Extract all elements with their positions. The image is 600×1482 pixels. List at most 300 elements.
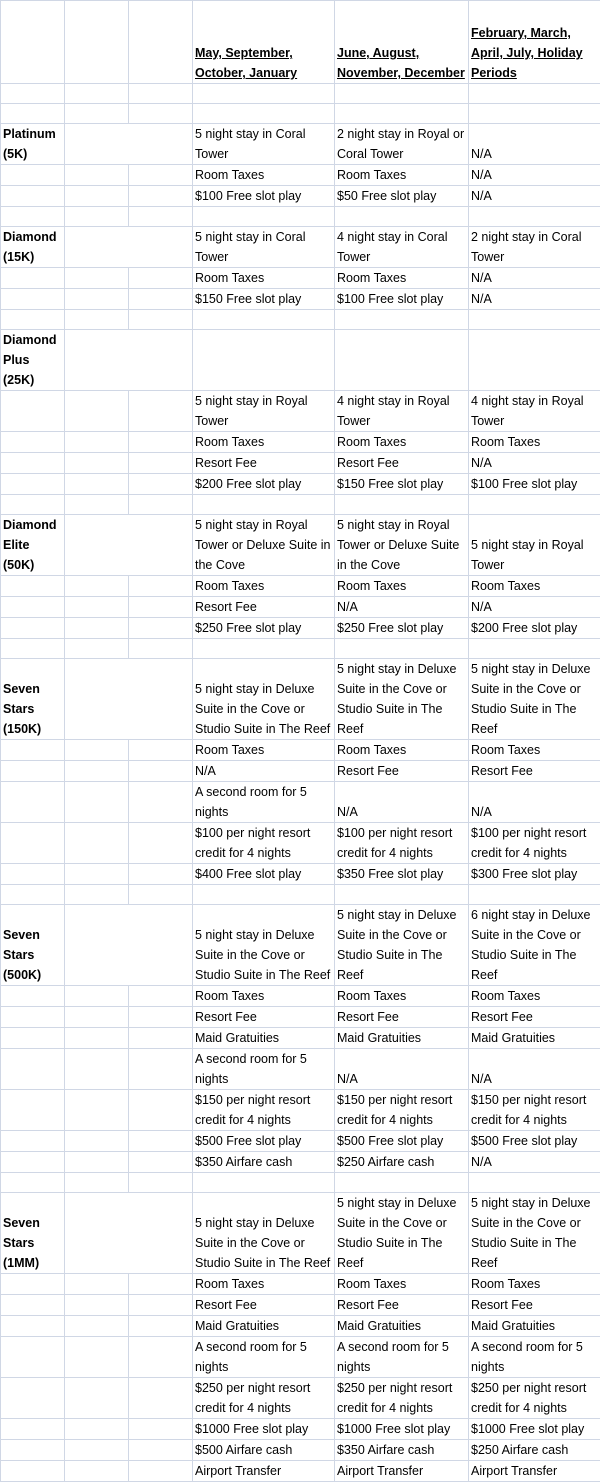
cell[interactable] [1, 1049, 65, 1090]
cell[interactable] [129, 432, 193, 453]
benefit-cell-col3[interactable] [469, 495, 600, 515]
cell[interactable] [65, 289, 129, 310]
benefit-cell-col1[interactable] [193, 84, 335, 104]
cell[interactable] [1, 165, 65, 186]
cell[interactable] [129, 1, 193, 84]
cell[interactable] [65, 453, 129, 474]
cell[interactable] [1, 310, 65, 330]
benefit-cell-col2[interactable]: Resort Fee [335, 1295, 469, 1316]
cell[interactable] [129, 289, 193, 310]
cell[interactable] [65, 1, 129, 84]
benefit-cell-col1[interactable]: Room Taxes [193, 740, 335, 761]
benefit-cell-col2[interactable] [335, 310, 469, 330]
benefit-cell-col1[interactable]: $150 per night resort credit for 4 nights [193, 1090, 335, 1131]
benefit-cell-col2[interactable]: 5 night stay in Deluxe Suite in the Cove or Studio Suite in The Reef [335, 659, 469, 740]
cell[interactable] [65, 1316, 129, 1337]
cell[interactable] [129, 1461, 193, 1482]
cell[interactable] [65, 761, 129, 782]
cell[interactable] [1, 1274, 65, 1295]
benefit-cell-col1[interactable]: $400 Free slot play [193, 864, 335, 885]
cell[interactable] [65, 1378, 129, 1419]
cell[interactable] [129, 1049, 193, 1090]
cell[interactable] [129, 1028, 193, 1049]
benefit-cell-col2[interactable] [335, 639, 469, 659]
benefit-cell-col3[interactable]: Resort Fee [469, 1295, 600, 1316]
benefit-cell-col2[interactable]: 5 night stay in Deluxe Suite in the Cove or Studio Suite in The Reef [335, 905, 469, 986]
benefit-cell-col2[interactable]: 2 night stay in Royal or Coral Tower [335, 124, 469, 165]
cell[interactable] [1, 761, 65, 782]
benefit-cell-col2[interactable]: $100 per night resort credit for 4 nights [335, 823, 469, 864]
cell[interactable] [1, 207, 65, 227]
benefit-cell-col3[interactable]: A second room for 5 nights [469, 1337, 600, 1378]
benefit-cell-col2[interactable]: A second room for 5 nights [335, 1337, 469, 1378]
cell[interactable] [65, 1049, 129, 1090]
cell[interactable] [1, 474, 65, 495]
cell[interactable] [65, 1419, 129, 1440]
benefit-cell-col2[interactable] [335, 104, 469, 124]
benefit-cell-col2[interactable]: N/A [335, 1049, 469, 1090]
benefit-cell-col3[interactable]: N/A [469, 268, 600, 289]
cell[interactable] [65, 1173, 129, 1193]
benefit-cell-col2[interactable]: Room Taxes [335, 740, 469, 761]
cell[interactable] [129, 268, 193, 289]
benefit-cell-col1[interactable]: Room Taxes [193, 986, 335, 1007]
tier-label[interactable]: Seven Stars (150K) [1, 659, 65, 740]
benefit-cell-col2[interactable]: $50 Free slot play [335, 186, 469, 207]
table-row [1, 289, 600, 310]
table-row [1, 165, 600, 186]
cell[interactable] [1, 1090, 65, 1131]
table-row [1, 1152, 600, 1173]
cell[interactable] [129, 1316, 193, 1337]
cell[interactable] [1, 1028, 65, 1049]
cell[interactable] [65, 474, 129, 495]
cell[interactable] [65, 165, 129, 186]
cell[interactable] [65, 782, 129, 823]
benefit-cell-col3[interactable]: $1000 Free slot play [469, 1419, 600, 1440]
benefit-cell-col3[interactable]: N/A [469, 165, 600, 186]
cell[interactable] [65, 330, 129, 391]
table-row [1, 823, 600, 864]
cell[interactable] [1, 1, 65, 84]
cell[interactable] [65, 310, 129, 330]
tier-label[interactable]: Seven Stars (500K) [1, 905, 65, 986]
benefit-cell-col1[interactable]: Resort Fee [193, 453, 335, 474]
cell[interactable] [1, 1173, 65, 1193]
cell[interactable] [129, 885, 193, 905]
cell[interactable] [1, 1337, 65, 1378]
benefit-cell-col1[interactable] [193, 104, 335, 124]
benefit-cell-col1[interactable]: Room Taxes [193, 432, 335, 453]
benefit-cell-col3[interactable]: $200 Free slot play [469, 618, 600, 639]
benefit-cell-col3[interactable]: $250 per night resort credit for 4 nights [469, 1378, 600, 1419]
benefit-cell-col2[interactable]: 5 night stay in Deluxe Suite in the Cove or Studio Suite in The Reef [335, 1193, 469, 1274]
cell[interactable] [1, 1419, 65, 1440]
benefit-cell-col1[interactable]: 5 night stay in Deluxe Suite in the Cove or Studio Suite in The Reef [193, 659, 335, 740]
benefit-cell-col1[interactable]: $1000 Free slot play [193, 1419, 335, 1440]
benefit-cell-col3[interactable]: 2 night stay in Coral Tower [469, 227, 600, 268]
benefit-cell-col2[interactable] [335, 495, 469, 515]
benefit-cell-col2[interactable]: Resort Fee [335, 453, 469, 474]
benefit-cell-col1[interactable]: Airport Transfer [193, 1461, 335, 1482]
benefit-cell-col2[interactable]: $250 per night resort credit for 4 nights [335, 1378, 469, 1419]
benefit-cell-col1[interactable]: 5 night stay in Coral Tower [193, 227, 335, 268]
table-row [1, 268, 600, 289]
benefit-cell-col1[interactable]: $200 Free slot play [193, 474, 335, 495]
benefit-cell-col2[interactable]: Room Taxes [335, 1274, 469, 1295]
benefit-cell-col1[interactable]: $500 Airfare cash [193, 1440, 335, 1461]
table-row [1, 104, 600, 124]
benefit-cell-col2[interactable]: 4 night stay in Royal Tower [335, 391, 469, 432]
cell[interactable] [65, 1461, 129, 1482]
cell[interactable] [1, 597, 65, 618]
benefit-cell-col3[interactable]: N/A [469, 124, 600, 165]
benefit-cell-col2[interactable]: $1000 Free slot play [335, 1419, 469, 1440]
cell[interactable] [65, 639, 129, 659]
cell[interactable] [129, 453, 193, 474]
cell[interactable] [129, 1193, 193, 1274]
benefit-cell-col1[interactable]: $250 Free slot play [193, 618, 335, 639]
cell[interactable] [1, 740, 65, 761]
cell[interactable] [65, 1152, 129, 1173]
table-row [1, 885, 600, 905]
benefit-cell-col2[interactable]: $100 Free slot play [335, 289, 469, 310]
tier-label[interactable]: Diamond Plus (25K) [1, 330, 65, 391]
benefit-cell-col1[interactable] [193, 310, 335, 330]
benefit-cell-col3[interactable]: $500 Free slot play [469, 1131, 600, 1152]
benefit-cell-col3[interactable]: Room Taxes [469, 740, 600, 761]
cell[interactable] [65, 432, 129, 453]
cell[interactable] [129, 659, 193, 740]
benefit-cell-col3[interactable] [469, 310, 600, 330]
benefit-cell-col1[interactable]: Room Taxes [193, 268, 335, 289]
cell[interactable] [65, 659, 129, 740]
table-row [1, 1090, 600, 1131]
table-row [1, 1193, 600, 1274]
cell[interactable] [1, 1007, 65, 1028]
cell[interactable] [65, 618, 129, 639]
cell[interactable] [65, 495, 129, 515]
benefit-cell-col3[interactable]: Room Taxes [469, 576, 600, 597]
cell[interactable] [1, 1461, 65, 1482]
cell[interactable] [65, 1007, 129, 1028]
benefit-cell-col2[interactable] [335, 207, 469, 227]
header-cell-feb-mar-apr-jul-holiday[interactable]: February, March, April, July, Holiday Periods [469, 1, 600, 84]
benefit-cell-col1[interactable]: 5 night stay in Royal Tower [193, 391, 335, 432]
cell[interactable] [129, 597, 193, 618]
benefit-cell-col1[interactable]: Maid Gratuities [193, 1316, 335, 1337]
table-row [1, 905, 600, 986]
benefit-cell-col1[interactable] [193, 1173, 335, 1193]
benefit-cell-col2[interactable]: Resort Fee [335, 761, 469, 782]
cell[interactable] [65, 227, 129, 268]
cell[interactable] [129, 639, 193, 659]
benefit-cell-col2[interactable]: $350 Free slot play [335, 864, 469, 885]
benefit-cell-col3[interactable] [469, 1173, 600, 1193]
benefit-cell-col3[interactable] [469, 885, 600, 905]
benefit-cell-col1[interactable]: A second room for 5 nights [193, 782, 335, 823]
benefit-cell-col1[interactable]: Room Taxes [193, 165, 335, 186]
cell[interactable] [65, 1440, 129, 1461]
cell[interactable] [129, 495, 193, 515]
tier-label[interactable]: Platinum (5K) [1, 124, 65, 165]
cell[interactable] [129, 1007, 193, 1028]
benefit-cell-col3[interactable] [469, 639, 600, 659]
table-row [1, 782, 600, 823]
table-row [1, 227, 600, 268]
benefit-cell-col3[interactable]: N/A [469, 453, 600, 474]
benefit-cell-col1[interactable]: 5 night stay in Deluxe Suite in the Cove or Studio Suite in The Reef [193, 905, 335, 986]
benefit-cell-col1[interactable] [193, 495, 335, 515]
benefit-cell-col3[interactable]: Resort Fee [469, 1007, 600, 1028]
cell[interactable] [1, 453, 65, 474]
benefit-cell-col2[interactable]: Room Taxes [335, 986, 469, 1007]
benefit-cell-col3[interactable]: $300 Free slot play [469, 864, 600, 885]
benefit-cell-col3[interactable]: N/A [469, 597, 600, 618]
benefit-cell-col3[interactable]: Maid Gratuities [469, 1316, 600, 1337]
cell[interactable] [1, 391, 65, 432]
cell[interactable] [129, 1378, 193, 1419]
benefit-cell-col3[interactable]: 5 night stay in Deluxe Suite in the Cove or Studio Suite in The Reef [469, 659, 600, 740]
benefit-cell-col2[interactable]: Room Taxes [335, 165, 469, 186]
benefit-cell-col2[interactable]: Maid Gratuities [335, 1316, 469, 1337]
cell[interactable] [1, 495, 65, 515]
benefit-cell-col2[interactable]: $250 Airfare cash [335, 1152, 469, 1173]
cell[interactable] [129, 515, 193, 576]
cell[interactable] [129, 104, 193, 124]
cell[interactable] [129, 986, 193, 1007]
cell[interactable] [65, 1337, 129, 1378]
cell[interactable] [65, 207, 129, 227]
cell[interactable] [1, 1316, 65, 1337]
cell[interactable] [1, 823, 65, 864]
benefit-cell-col3[interactable]: Resort Fee [469, 761, 600, 782]
benefit-cell-col3[interactable]: $150 per night resort credit for 4 nights [469, 1090, 600, 1131]
cell[interactable] [65, 885, 129, 905]
cell[interactable] [1, 1440, 65, 1461]
benefit-cell-col1[interactable]: $150 Free slot play [193, 289, 335, 310]
cell[interactable] [129, 618, 193, 639]
cell[interactable] [65, 597, 129, 618]
table-row [1, 639, 600, 659]
cell[interactable] [1, 782, 65, 823]
benefit-cell-col3[interactable]: $100 Free slot play [469, 474, 600, 495]
cell[interactable] [129, 823, 193, 864]
benefit-cell-col1[interactable] [193, 639, 335, 659]
benefit-cell-col2[interactable]: Resort Fee [335, 1007, 469, 1028]
cell[interactable] [1, 885, 65, 905]
cell[interactable] [65, 823, 129, 864]
table-row [1, 1461, 600, 1482]
benefit-cell-col2[interactable]: N/A [335, 597, 469, 618]
cell[interactable] [129, 227, 193, 268]
benefit-cell-col3[interactable]: Room Taxes [469, 986, 600, 1007]
benefit-cell-col3[interactable] [469, 330, 600, 391]
benefit-cell-col1[interactable]: Resort Fee [193, 1007, 335, 1028]
cell[interactable] [129, 1131, 193, 1152]
benefit-cell-col2[interactable]: $150 Free slot play [335, 474, 469, 495]
cell[interactable] [129, 905, 193, 986]
benefit-cell-col3[interactable]: 4 night stay in Royal Tower [469, 391, 600, 432]
benefit-cell-col3[interactable] [469, 104, 600, 124]
cell[interactable] [129, 1173, 193, 1193]
benefit-cell-col1[interactable]: Resort Fee [193, 597, 335, 618]
benefit-cell-col1[interactable]: $350 Airfare cash [193, 1152, 335, 1173]
benefit-cell-col1[interactable] [193, 207, 335, 227]
benefit-cell-col3[interactable]: N/A [469, 1152, 600, 1173]
benefit-cell-col1[interactable]: A second room for 5 nights [193, 1049, 335, 1090]
cell[interactable] [129, 1274, 193, 1295]
cell[interactable] [65, 986, 129, 1007]
cell[interactable] [129, 864, 193, 885]
benefit-cell-col3[interactable] [469, 84, 600, 104]
benefit-cell-col3[interactable]: Room Taxes [469, 432, 600, 453]
cell[interactable] [1, 289, 65, 310]
cell[interactable] [129, 186, 193, 207]
cell[interactable] [65, 186, 129, 207]
benefit-cell-col1[interactable]: $500 Free slot play [193, 1131, 335, 1152]
cell[interactable] [65, 740, 129, 761]
benefit-cell-col2[interactable]: $500 Free slot play [335, 1131, 469, 1152]
cell[interactable] [129, 1440, 193, 1461]
cell[interactable] [65, 1295, 129, 1316]
benefit-cell-col1[interactable]: 5 night stay in Deluxe Suite in the Cove or Studio Suite in The Reef [193, 1193, 335, 1274]
cell[interactable] [1, 1131, 65, 1152]
cell[interactable] [65, 1193, 129, 1274]
benefit-cell-col3[interactable]: 5 night stay in Royal Tower [469, 515, 600, 576]
benefit-cell-col2[interactable]: Maid Gratuities [335, 1028, 469, 1049]
cell[interactable] [65, 124, 129, 165]
cell[interactable] [129, 576, 193, 597]
cell[interactable] [65, 1090, 129, 1131]
cell[interactable] [129, 310, 193, 330]
benefit-cell-col3[interactable]: 6 night stay in Deluxe Suite in the Cove or Studio Suite in The Reef [469, 905, 600, 986]
cell[interactable] [65, 576, 129, 597]
cell[interactable] [129, 124, 193, 165]
benefit-cell-col2[interactable]: Room Taxes [335, 576, 469, 597]
cell[interactable] [65, 1028, 129, 1049]
benefit-cell-col2[interactable] [335, 1173, 469, 1193]
benefit-cell-col2[interactable] [335, 885, 469, 905]
benefit-cell-col2[interactable]: Room Taxes [335, 268, 469, 289]
cell[interactable] [129, 391, 193, 432]
cell[interactable] [1, 576, 65, 597]
cell[interactable] [65, 864, 129, 885]
cell[interactable] [129, 761, 193, 782]
cell[interactable] [1, 268, 65, 289]
table-row [1, 597, 600, 618]
cell[interactable] [129, 207, 193, 227]
cell[interactable] [1, 432, 65, 453]
cell[interactable] [65, 84, 129, 104]
benefit-cell-col1[interactable]: A second room for 5 nights [193, 1337, 335, 1378]
benefit-cell-col2[interactable]: Room Taxes [335, 432, 469, 453]
header-cell-jun-aug-nov-dec[interactable]: June, August, November, December [335, 1, 469, 84]
benefit-cell-col1[interactable]: $250 per night resort credit for 4 nights [193, 1378, 335, 1419]
cell[interactable] [1, 1152, 65, 1173]
cell[interactable] [129, 1419, 193, 1440]
benefit-cell-col2[interactable]: $250 Free slot play [335, 618, 469, 639]
benefit-cell-col3[interactable]: $250 Airfare cash [469, 1440, 600, 1461]
cell[interactable] [65, 104, 129, 124]
benefit-cell-col1[interactable]: $100 Free slot play [193, 186, 335, 207]
benefit-cell-col3[interactable]: N/A [469, 782, 600, 823]
cell[interactable] [1, 864, 65, 885]
cell[interactable] [129, 1337, 193, 1378]
cell[interactable] [1, 1378, 65, 1419]
table-row [1, 84, 600, 104]
benefit-cell-col2[interactable]: 5 night stay in Royal Tower or Deluxe Suite in the Cove [335, 515, 469, 576]
benefit-cell-col1[interactable]: N/A [193, 761, 335, 782]
table-row [1, 432, 600, 453]
cell[interactable] [65, 391, 129, 432]
cell[interactable] [1, 639, 65, 659]
benefit-cell-col2[interactable]: $150 per night resort credit for 4 nights [335, 1090, 469, 1131]
cell[interactable] [1, 1295, 65, 1316]
cell[interactable] [65, 905, 129, 986]
tier-label[interactable]: Seven Stars (1MM) [1, 1193, 65, 1274]
benefit-cell-col3[interactable]: N/A [469, 1049, 600, 1090]
benefit-cell-col2[interactable]: 4 night stay in Coral Tower [335, 227, 469, 268]
benefit-cell-col2[interactable]: $350 Airfare cash [335, 1440, 469, 1461]
benefit-cell-col2[interactable] [335, 84, 469, 104]
tier-label[interactable]: Diamond Elite (50K) [1, 515, 65, 576]
cell[interactable] [1, 84, 65, 104]
cell[interactable] [65, 515, 129, 576]
header-cell-may-sep-oct-jan[interactable]: May, September, October, January [193, 1, 335, 84]
cell[interactable] [1, 186, 65, 207]
cell[interactable] [129, 782, 193, 823]
benefit-cell-col1[interactable]: $100 per night resort credit for 4 nights [193, 823, 335, 864]
benefit-cell-col2[interactable]: Airport Transfer [335, 1461, 469, 1482]
cell[interactable] [129, 1090, 193, 1131]
benefit-cell-col1[interactable] [193, 330, 335, 391]
cell[interactable] [129, 1152, 193, 1173]
benefit-cell-col2[interactable] [335, 330, 469, 391]
benefit-cell-col1[interactable]: 5 night stay in Coral Tower [193, 124, 335, 165]
benefit-cell-col3[interactable]: Airport Transfer [469, 1461, 600, 1482]
benefit-cell-col3[interactable]: N/A [469, 186, 600, 207]
cell[interactable] [129, 740, 193, 761]
cell[interactable] [129, 474, 193, 495]
cell[interactable] [129, 84, 193, 104]
tier-label[interactable]: Diamond (15K) [1, 227, 65, 268]
cell[interactable] [65, 268, 129, 289]
benefit-cell-col3[interactable]: 5 night stay in Deluxe Suite in the Cove or Studio Suite in The Reef [469, 1193, 600, 1274]
cell[interactable] [1, 986, 65, 1007]
cell[interactable] [129, 165, 193, 186]
cell[interactable] [129, 1295, 193, 1316]
benefit-cell-col1[interactable]: Resort Fee [193, 1295, 335, 1316]
benefit-cell-col2[interactable]: N/A [335, 782, 469, 823]
cell[interactable] [65, 1131, 129, 1152]
benefit-cell-col3[interactable]: $100 per night resort credit for 4 nights [469, 823, 600, 864]
benefit-cell-col3[interactable]: Maid Gratuities [469, 1028, 600, 1049]
cell[interactable] [65, 1274, 129, 1295]
benefit-cell-col1[interactable]: 5 night stay in Royal Tower or Deluxe Suite in the Cove [193, 515, 335, 576]
benefit-cell-col1[interactable]: Room Taxes [193, 576, 335, 597]
benefit-cell-col1[interactable] [193, 885, 335, 905]
benefit-cell-col3[interactable]: Room Taxes [469, 1274, 600, 1295]
cell[interactable] [129, 330, 193, 391]
benefit-cell-col1[interactable]: Room Taxes [193, 1274, 335, 1295]
cell[interactable] [1, 104, 65, 124]
cell[interactable] [1, 618, 65, 639]
benefit-cell-col3[interactable] [469, 207, 600, 227]
table-row [1, 207, 600, 227]
benefit-cell-col3[interactable]: N/A [469, 289, 600, 310]
benefit-cell-col1[interactable]: Maid Gratuities [193, 1028, 335, 1049]
